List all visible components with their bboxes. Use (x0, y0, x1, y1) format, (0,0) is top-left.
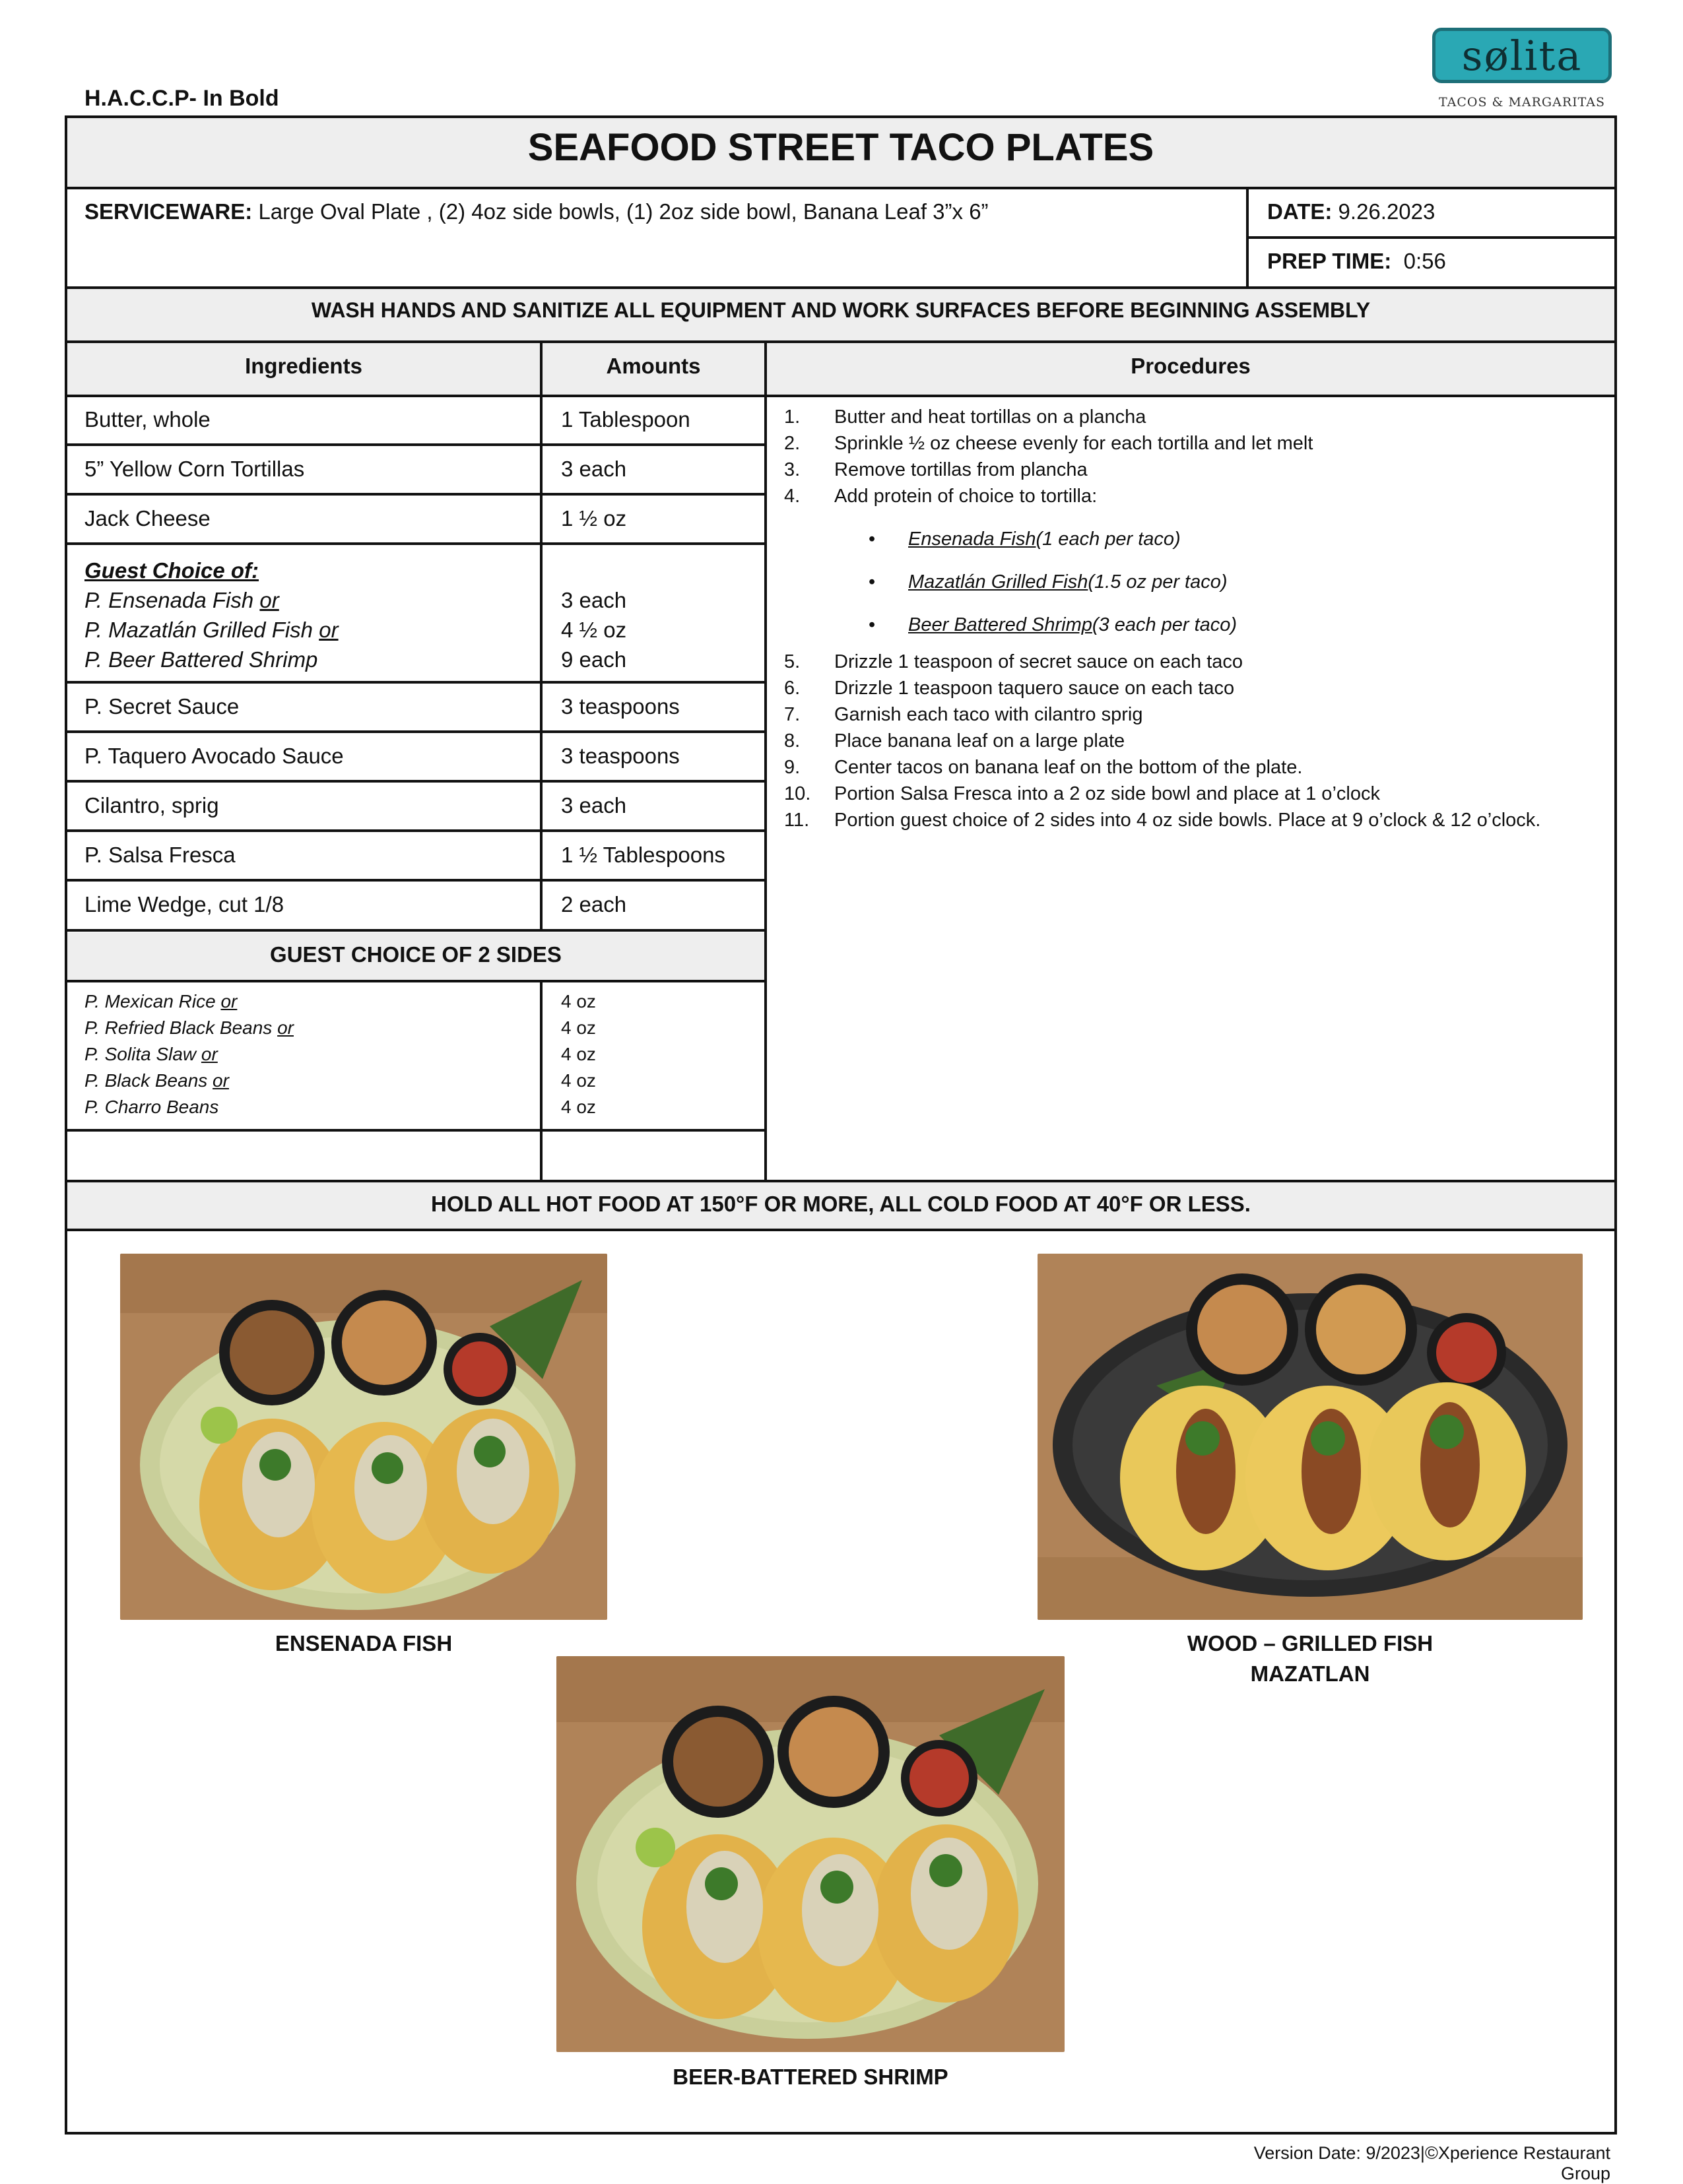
prep-time-field: PREP TIME: 0:56 (1267, 249, 1446, 273)
procedure-step: 4. Add protein of choice to tortilla: (784, 486, 1098, 507)
procedures-header: Procedures (1131, 354, 1251, 378)
ensenada-fish-photo (120, 1254, 607, 1620)
protein-option: • Beer Battered Shrimp (3 each per taco) (869, 614, 1238, 635)
guest-choice-list: Guest Choice of: P. Ensenada Fish or P. Mazatlán Grilled Fish or P. Beer Battered Shrimp (84, 556, 339, 674)
grilled-fish-photo (1038, 1254, 1583, 1620)
ingredient-name: P. Salsa Fresca (84, 843, 236, 867)
procedure-step: 3. Remove tortillas from plancha (784, 459, 1088, 480)
procedure-step: 8. Place banana leaf on a large plate (784, 730, 1125, 752)
procedure-step: 6. Drizzle 1 teaspoon taquero sauce on each taco (784, 678, 1235, 699)
solita-logo: sølita (1432, 28, 1612, 83)
ingredient-amount: 3 each (561, 793, 627, 818)
procedure-step: 11. Portion guest choice of 2 sides into 4 oz side bowls. Place at 9 o’clock & 12 o’clock. (784, 810, 1541, 831)
ingredient-amount: 1 ½ oz (561, 506, 627, 530)
amounts-header: Amounts (606, 354, 701, 378)
procedures-list (784, 404, 1602, 833)
ingredient-amount: 1 ½ Tablespoons (561, 843, 725, 867)
sides-heading: GUEST CHOICE OF 2 SIDES (270, 942, 562, 967)
sides-list: P. Mexican Rice or P. Refried Black Beans or P. Solita Slaw or P. Black Beans or P. Charro Beans (84, 991, 294, 1117)
logo-subtitle: TACOS & MARGARITAS (1438, 95, 1606, 110)
beer-battered-shrimp-caption: BEER-BATTERED SHRIMP (673, 2065, 948, 2089)
ingredient-name: P. Secret Sauce (84, 694, 240, 719)
hold-notice: HOLD ALL HOT FOOD AT 150°F OR MORE, ALL COLD FOOD AT 40°F OR LESS. (431, 1192, 1251, 1216)
ingredient-amount: 1 Tablespoon (561, 407, 690, 432)
ingredient-amount: 3 teaspoons (561, 694, 680, 719)
procedure-step: 1. Butter and heat tortillas on a plancha (784, 406, 1146, 428)
sides-amounts: 4 oz 4 oz 4 oz 4 oz 4 oz (561, 991, 596, 1117)
serviceware: SERVICEWARE: Large Oval Plate , (2) 4oz side bowls, (1) 2oz side bowl, Banana Leaf 3”x 6” (84, 199, 989, 224)
guest-choice-heading: Guest Choice of: (84, 558, 259, 583)
guest-choice-amounts: 3 each 4 ½ oz 9 each (561, 588, 627, 672)
ingredient-amount: 2 each (561, 892, 627, 916)
ingredient-name: P. Taquero Avocado Sauce (84, 744, 344, 768)
procedure-step: 2. Sprinkle ½ oz cheese evenly for each tortilla and let melt (784, 433, 1313, 454)
version-footer: Version Date: 9/2023|©Xperience Restaurant Group (1253, 2143, 1610, 2183)
ingredient-amount: 3 each (561, 457, 627, 481)
ingredient-name: Butter, whole (84, 407, 211, 432)
beer-battered-shrimp-photo (556, 1656, 1065, 2052)
procedure-step: 7. Garnish each taco with cilantro sprig (784, 704, 1143, 725)
date-field: DATE: 9.26.2023 (1267, 199, 1436, 224)
wash-notice: WASH HANDS AND SANITIZE ALL EQUIPMENT AND WORK SURFACES BEFORE BEGINNING ASSEMBLY (311, 298, 1371, 322)
procedure-step: 5. Drizzle 1 teaspoon of secret sauce on each taco (784, 651, 1243, 672)
ingredient-name: Lime Wedge, cut 1/8 (84, 892, 284, 916)
haccp-note: H.A.C.C.P- In Bold (84, 86, 279, 111)
protein-option: • Ensenada Fish (1 each per taco) (869, 528, 1181, 550)
ingredient-name: Cilantro, sprig (84, 793, 219, 818)
page-title: SEAFOOD STREET TACO PLATES (527, 126, 1154, 169)
grilled-fish-caption: WOOD – GRILLED FISH MAZATLAN (1187, 1631, 1434, 1686)
ingredients-header: Ingredients (245, 354, 362, 378)
procedure-step: 9. Center tacos on banana leaf on the bottom of the plate. (784, 757, 1303, 778)
ingredient-name: 5” Yellow Corn Tortillas (84, 457, 305, 481)
ingredient-amount: 3 teaspoons (561, 744, 680, 768)
ensenada-fish-caption: ENSENADA FISH (275, 1631, 453, 1655)
procedure-step: 10. Portion Salsa Fresca into a 2 oz side bowl and place at 1 o’clock (784, 783, 1380, 804)
protein-option: • Mazatlán Grilled Fish (1.5 oz per taco) (869, 571, 1228, 593)
ingredient-name: Jack Cheese (84, 506, 211, 530)
